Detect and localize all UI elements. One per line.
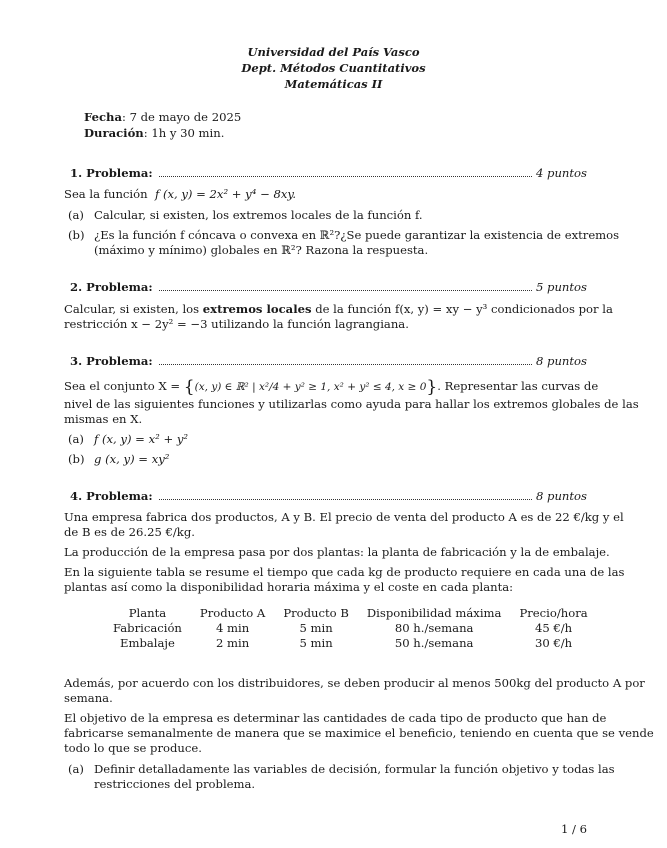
set-close-brace: } [426,377,438,397]
table-cell: Fabricación [113,621,182,635]
duration-label: Duración [84,126,144,140]
table-cell: 5 min [299,636,333,650]
date-label: Fecha [84,110,122,124]
item-text: ¿Es la función f cóncava o convexa en ℝ²?¿Se puede garantizar la existencia de extremos [94,228,620,242]
problem-2-line-1 [64,302,613,317]
problem-2-text-b: de la función f(x, y) = xy − y³ condicionados por la [315,302,613,316]
table-cell: 4 min [215,621,250,635]
problem-1-title: 1. Problema: [70,166,153,180]
problem-1-leader-dots [159,176,532,177]
problem-1-heading [70,166,587,180]
problem-4-para-5-line-1: El objetivo de la empresa es determinar las cantidades de cada tipo de producto que han de [64,711,607,725]
problem-3-title: 3. Problema: [70,354,153,368]
item-text: g (x, y) = xy² [94,452,170,466]
item-label: (a) [68,208,84,222]
table-row [104,621,597,636]
item-text: Definir detalladamente las variables de decisión, formular la función objetivo y todas las [94,762,615,776]
university-name: Universidad del País Vasco [247,45,420,59]
table-cell: 45 €/h [534,621,573,635]
problem-3-leader-dots [159,364,532,365]
problem-2-line-2: restricción x − 2y² = −3 utilizando la función lagrangiana. [64,317,409,331]
problem-1-intro-prefix: Sea la función [64,187,148,201]
table-header-cell: Producto B [283,606,349,620]
item-label: (b) [68,452,85,466]
exam-date [84,110,241,125]
problem-4-para-4-line-1: Además, por acuerdo con los distribuidores, se deben producir al menos 500kg del producto A por [64,676,645,690]
problem-4-para-1-line-1: Una empresa fabrica dos productos, A y B. El precio de venta del producto A es de 22 €/kg y el [64,510,624,524]
table-row [104,636,597,651]
problem-1-intro [64,187,296,202]
problem-4-heading [70,489,587,503]
problem-4-para-3-line-1: En la siguiente tabla se resume el tiempo que cada kg de producto requiere en cada una de las [64,565,625,579]
problem-4-para-4-line-2: semana. [64,691,113,705]
production-table [104,606,597,651]
table-header-cell: Producto A [199,606,266,620]
problem-3-set-expr: (x, y) ∈ ℝ² | x²/4 + y² ≥ 1, x² + y² ≤ 4, x ≥ 0 [194,381,427,393]
problem-3-line-1 [64,379,598,395]
date-value: : 7 de mayo de 2025 [121,110,242,124]
table-cell: 5 min [299,621,333,635]
table-cell: Embalaje [120,636,175,650]
problem-2-bold-text: extremos locales [202,302,312,316]
table-cell: 30 €/h [534,636,573,650]
table-header-cell: Precio/hora [519,606,588,620]
problem-3-text-a: Sea el conjunto X = [64,379,181,393]
problem-4-leader-dots [159,499,532,500]
problem-4-points: 8 puntos [535,489,587,503]
subject-name: Matemáticas II [284,77,383,91]
exam-duration [84,126,224,141]
table-header-row [104,606,597,621]
set-open-brace: { [183,377,195,397]
table-cell: 50 h./semana [394,636,474,650]
table-cell: 2 min [215,636,250,650]
table-cell: 80 h./semana [394,621,474,635]
item-label: (b) [68,228,85,242]
problem-2-title: 2. Problema: [70,280,153,294]
problem-4-para-5-line-2: fabricarse semanalmente de manera que se maximice el beneficio, teniendo en cuenta que se vende [64,726,654,740]
problem-2-leader-dots [159,290,532,291]
problem-3-item-a [68,432,188,447]
problem-4-item-a [68,762,615,777]
problem-2-points: 5 puntos [535,280,587,294]
problem-3-text-b: . Representar las curvas de [437,379,599,393]
problem-4-title: 4. Problema: [70,489,153,503]
problem-1-points: 4 puntos [535,166,587,180]
item-label: (a) [68,432,84,446]
item-text: f (x, y) = x² + y² [94,432,189,446]
problem-2-heading [70,280,587,294]
problem-1-function: f (x, y) = 2x² + y⁴ − 8xy. [154,187,297,201]
item-label: (a) [68,762,84,776]
problem-3-line-3: mismas en X. [64,412,143,426]
department-name: Dept. Métodos Cuantitativos [241,61,426,75]
problem-4-item-a-cont: restricciones del problema. [94,777,256,791]
table-header-cell: Disponibilidad máxima [366,606,502,620]
problem-1-item-b-cont: (máximo y mínimo) globales en ℝ²? Razona la respuesta. [94,243,429,257]
problem-3-line-2: nivel de las siguientes funciones y utilizarlas como ayuda para hallar los extremos globales de las [64,397,639,411]
problem-3-heading [70,354,587,368]
table-header-cell: Planta [128,606,167,620]
problem-4-para-3-line-2: plantas así como la disponibilidad horaria máxima y el coste en cada planta: [64,580,514,594]
problem-3-points: 8 puntos [535,354,587,368]
duration-value: : 1h y 30 min. [143,126,225,140]
problem-4-para-5-line-3: todo lo que se produce. [64,741,202,755]
page-number: 1 / 6 [560,822,587,836]
item-text: Calcular, si existen, los extremos locales de la función f. [94,208,423,222]
problem-1-item-b [68,228,619,243]
problem-4-para-1-line-2: de B es de 26.25 €/kg. [64,525,195,539]
problem-3-item-b [68,452,169,467]
problem-4-para-2: La producción de la empresa pasa por dos plantas: la planta de fabricación y la de embalaje. [64,545,610,559]
problem-2-text-a: Calcular, si existen, los [64,302,200,316]
problem-1-item-a [68,208,423,223]
